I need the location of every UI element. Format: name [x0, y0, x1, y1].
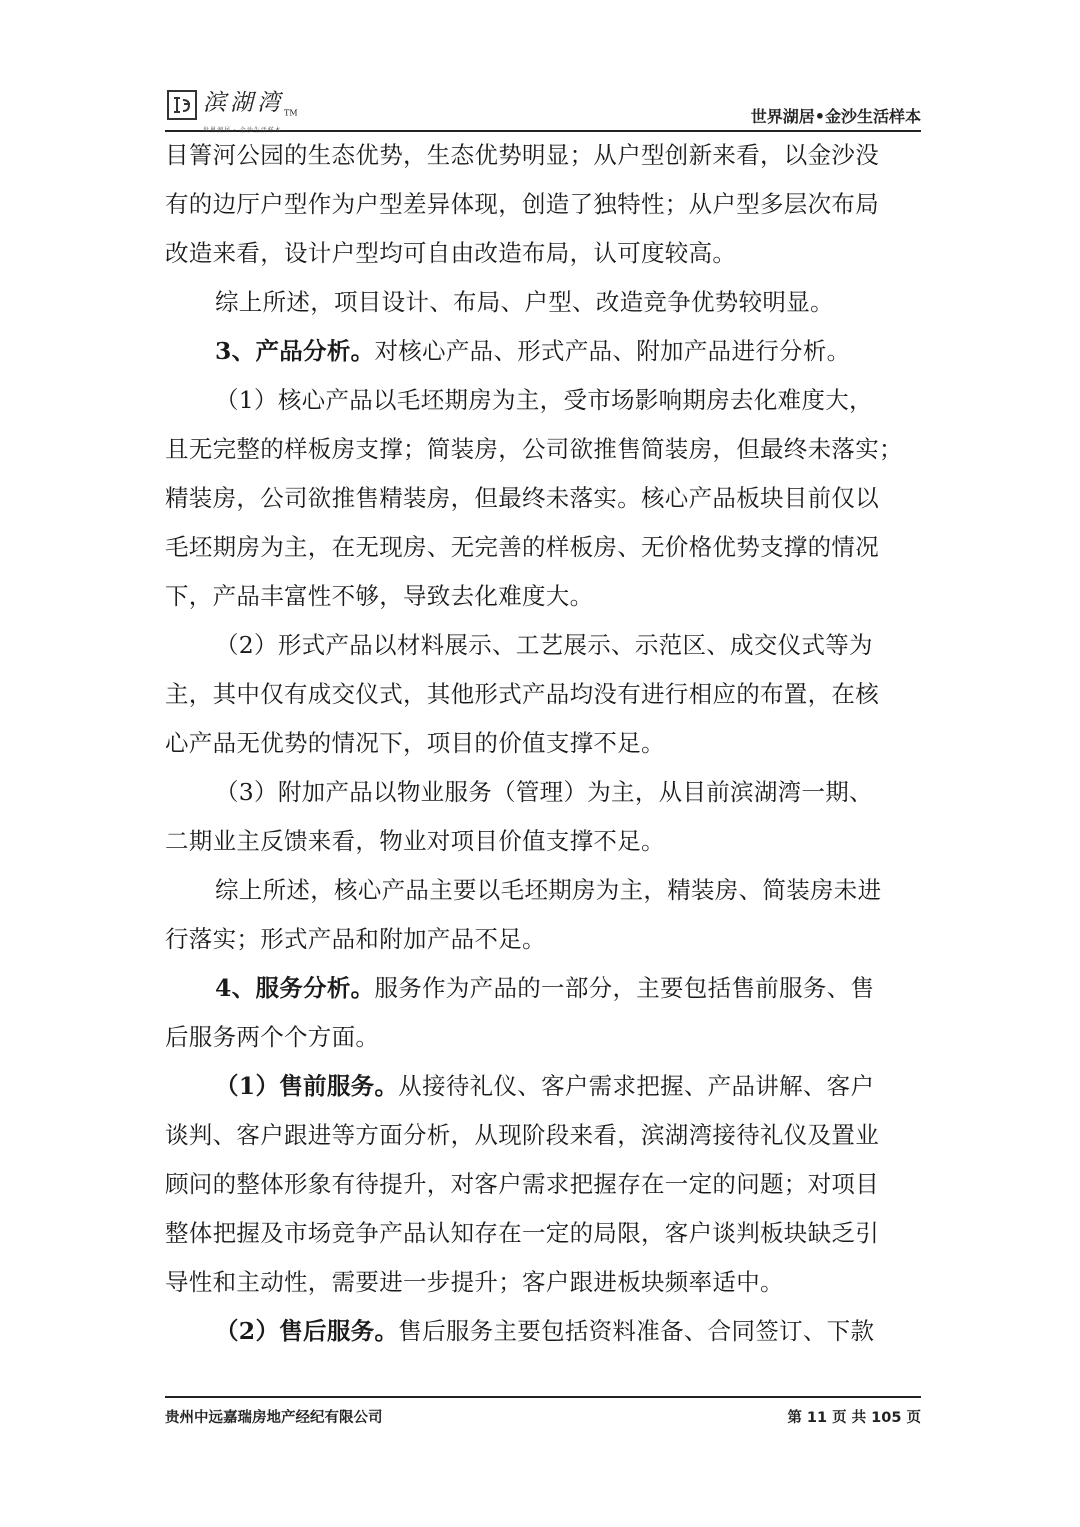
text-line: 谈判、客户跟进等方面分析，从现阶段来看，滨湖湾接待礼仪及置业	[165, 1121, 879, 1149]
text-line: 心产品无优势的情况下，项目的价值支撑不足。	[165, 729, 665, 757]
section-heading: 3、产品分析。	[215, 337, 375, 365]
subsection-heading: （1）售前服务。	[215, 1072, 399, 1100]
footer-company: 贵州中远嘉瑞房地产经纪有限公司	[165, 1410, 383, 1426]
text-line: 行落实；形式产品和附加产品不足。	[165, 925, 546, 953]
text-line: 后服务两个个方面。	[165, 1023, 380, 1051]
page-footer	[165, 1396, 921, 1428]
text-line: 整体把握及市场竞争产品认知存在一定的局限，客户谈判板块缺乏引	[165, 1219, 879, 1247]
text-line: （3）附加产品以物业服务（管理）为主，从目前滨湖湾一期、	[215, 778, 873, 806]
header-title: 世界湖居•金沙生活样本	[750, 107, 921, 126]
subsection-heading-line	[165, 1307, 921, 1356]
text-line: 目箐河公园的生态优势，生态优势明显；从户型创新来看，以金沙没	[165, 141, 879, 169]
text-line: 二期业主反馈来看，物业对项目价值支撑不足。	[165, 827, 665, 855]
text-line: 精装房，公司欲推售精装房，但最终未落实。核心产品板块目前仅以	[165, 484, 879, 512]
text-line: 毛坯期房为主，在无现房、无完善的样板房、无价格优势支撑的情况	[165, 533, 879, 561]
text-line: 综上所述，核心产品主要以毛坯期房为主，精装房、简装房未进	[215, 876, 882, 904]
text-line: （1）核心产品以毛坯期房为主，受市场影响期房去化难度大，	[215, 386, 873, 414]
text-line: 顾问的整体形象有待提升，对客户需求把握存在一定的问题；对项目	[165, 1170, 879, 1198]
subsection-heading-line	[165, 1062, 921, 1111]
logo-subtitle: 世界湖居 · 金沙生活样本	[203, 126, 282, 134]
section-heading: 4、服务分析。	[215, 974, 375, 1002]
subsection-text: 售后服务主要包括资料准备、合同签订、下款	[398, 1317, 875, 1345]
section-heading-line	[165, 327, 921, 376]
subsection-heading: （2）售后服务。	[215, 1317, 399, 1345]
footer-page-number: 第 11 页 共 105 页	[787, 1410, 921, 1426]
section-heading-line	[165, 964, 921, 1013]
text-line: 改造来看，设计户型均可自由改造布局，认可度较高。	[165, 239, 737, 267]
text-line: 主，其中仅有成交仪式，其他形式产品均没有进行相应的布置，在核	[165, 680, 879, 708]
text-line: （2）形式产品以材料展示、工艺展示、示范区、成交仪式等为	[215, 631, 873, 659]
text-line: 导性和主动性，需要进一步提升；客户跟进板块频率适中。	[165, 1268, 784, 1296]
logo-mark-icon	[167, 90, 197, 120]
text-line: 下，产品丰富性不够，导致去化难度大。	[165, 582, 594, 610]
logo-title: 滨湖湾$_{TM}$	[203, 90, 298, 118]
logo-trademark: TM	[284, 108, 298, 118]
section-text: 服务作为产品的一部分，主要包括售前服务、售	[374, 974, 875, 1002]
document-body	[165, 131, 921, 1356]
logo	[167, 90, 298, 134]
section-text: 对核心产品、形式产品、附加产品进行分析。	[374, 337, 851, 365]
text-line: 且无完整的样板房支撑；简装房，公司欲推售简装房，但最终未落实；	[165, 435, 903, 463]
subsection-text: 从接待礼仪、客户需求把握、产品讲解、客户	[398, 1072, 875, 1100]
text-line: 综上所述，项目设计、布局、户型、改造竞争优势较明显。	[215, 288, 834, 316]
page-header	[165, 86, 921, 132]
text-line: 有的边厅户型作为户型差异体现，创造了独特性；从户型多层次布局	[165, 190, 879, 218]
